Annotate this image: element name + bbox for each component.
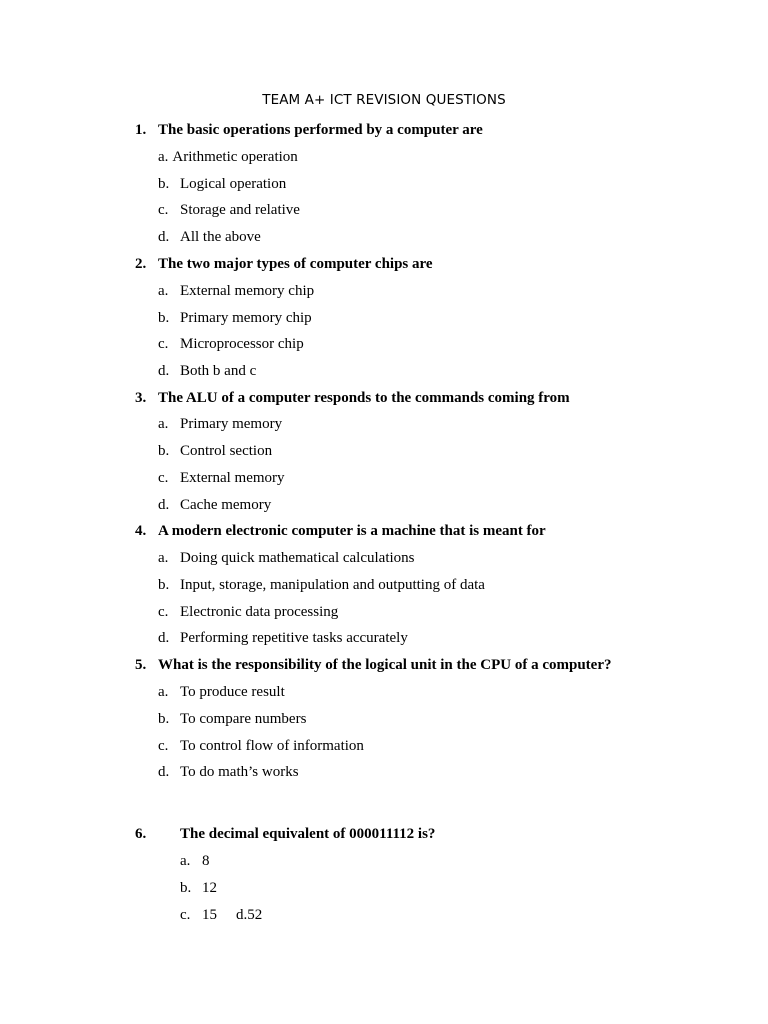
option-letter: b. (158, 443, 170, 459)
question-text: The basic operations performed by a computer are (158, 122, 483, 138)
question-text: The two major types of computer chips are (158, 256, 433, 272)
option-text: To control flow of information (180, 738, 364, 754)
option-letter: a. (158, 283, 169, 299)
question-number: 6. (135, 826, 147, 842)
option-text: 15 (202, 907, 217, 923)
option-letter: c. (158, 604, 169, 620)
question-4-option-c (158, 604, 338, 621)
option-text: To produce result (180, 684, 285, 700)
question-text: A modern electronic computer is a machine that is meant for (158, 523, 546, 539)
question-5-option-a (158, 684, 285, 701)
question-6-option-c (180, 907, 262, 924)
option-letter: d. (158, 764, 170, 780)
option-text: Control section (180, 443, 273, 459)
question-3-option-d (158, 497, 271, 514)
question-number: 2. (135, 256, 147, 272)
option-letter: d. (158, 229, 170, 245)
question-2-option-d (158, 363, 256, 380)
question-3-option-a (158, 416, 282, 433)
question-3-option-c (158, 470, 285, 487)
option-letter: a. (158, 684, 169, 700)
question-2-option-b (158, 310, 312, 327)
question-number: 5. (135, 657, 147, 673)
option-text: 12 (202, 880, 217, 896)
option-letter: c. (158, 202, 169, 218)
option-text: Both b and c (180, 363, 257, 379)
option-letter: c. (180, 907, 191, 923)
option-text: To compare numbers (180, 711, 307, 727)
question-1 (135, 122, 483, 139)
option-letter: a. (158, 550, 169, 566)
question-2-option-a (158, 283, 314, 300)
option-letter: a. (158, 149, 169, 165)
option-text: Electronic data processing (180, 604, 339, 620)
option-text: Performing repetitive tasks accurately (180, 630, 408, 646)
option-text: Logical operation (180, 176, 287, 192)
question-3 (135, 390, 570, 407)
question-5 (135, 657, 611, 674)
option-text: Storage and relative (180, 202, 300, 218)
question-5-option-d (158, 764, 299, 781)
question-4 (135, 523, 546, 540)
question-3-option-b (158, 443, 272, 460)
question-4-option-a (158, 550, 415, 567)
option-text: Input, storage, manipulation and outputting of data (180, 577, 485, 593)
option-text: 8 (202, 853, 210, 869)
option-text: Primary memory (180, 416, 283, 432)
option-letter: b. (158, 310, 170, 326)
question-5-option-b (158, 711, 306, 728)
option-letter: c. (158, 470, 169, 486)
option-text: Microprocessor chip (180, 336, 304, 352)
option-text: Cache memory (180, 497, 272, 513)
question-text: The decimal equivalent of 000011112 is? (180, 826, 436, 842)
option-text: Arithmetic operation (172, 149, 298, 165)
question-1-option-c (158, 202, 300, 219)
document-title: TEAM A+ ICT REVISION QUESTIONS (262, 92, 506, 108)
question-number: 1. (135, 122, 147, 138)
question-6 (135, 826, 435, 843)
option-text: To do math’s works (180, 764, 299, 780)
question-1-option-a (158, 149, 298, 166)
option-text: External memory (180, 470, 285, 486)
option-letter: a. (180, 853, 191, 869)
option-letter: b. (180, 880, 192, 896)
option-text: External memory chip (180, 283, 315, 299)
question-4-option-d (158, 630, 408, 647)
question-4-option-b (158, 577, 485, 594)
question-2 (135, 256, 433, 273)
question-5-option-c (158, 738, 364, 755)
option-text: Primary memory chip (180, 310, 312, 326)
option-letter: d. (158, 497, 170, 513)
question-6-option-a (180, 853, 210, 870)
question-2-option-c (158, 336, 304, 353)
question-6-option-b (180, 880, 217, 897)
option-extra-text: d.52 (236, 907, 263, 923)
question-1-option-d (158, 229, 261, 246)
option-text: All the above (180, 229, 261, 245)
question-text: What is the responsibility of the logical unit in the CPU of a computer? (158, 657, 612, 673)
option-letter: b. (158, 711, 170, 727)
question-text: The ALU of a computer responds to the commands coming from (158, 390, 570, 406)
option-letter: b. (158, 577, 170, 593)
option-letter: d. (158, 363, 170, 379)
option-letter: b. (158, 176, 170, 192)
question-number: 4. (135, 523, 147, 539)
option-letter: a. (158, 416, 169, 432)
option-letter: c. (158, 336, 169, 352)
question-number: 3. (135, 390, 147, 406)
option-text: Doing quick mathematical calculations (180, 550, 415, 566)
option-letter: d. (158, 630, 170, 646)
option-letter: c. (158, 738, 169, 754)
question-1-option-b (158, 176, 286, 193)
